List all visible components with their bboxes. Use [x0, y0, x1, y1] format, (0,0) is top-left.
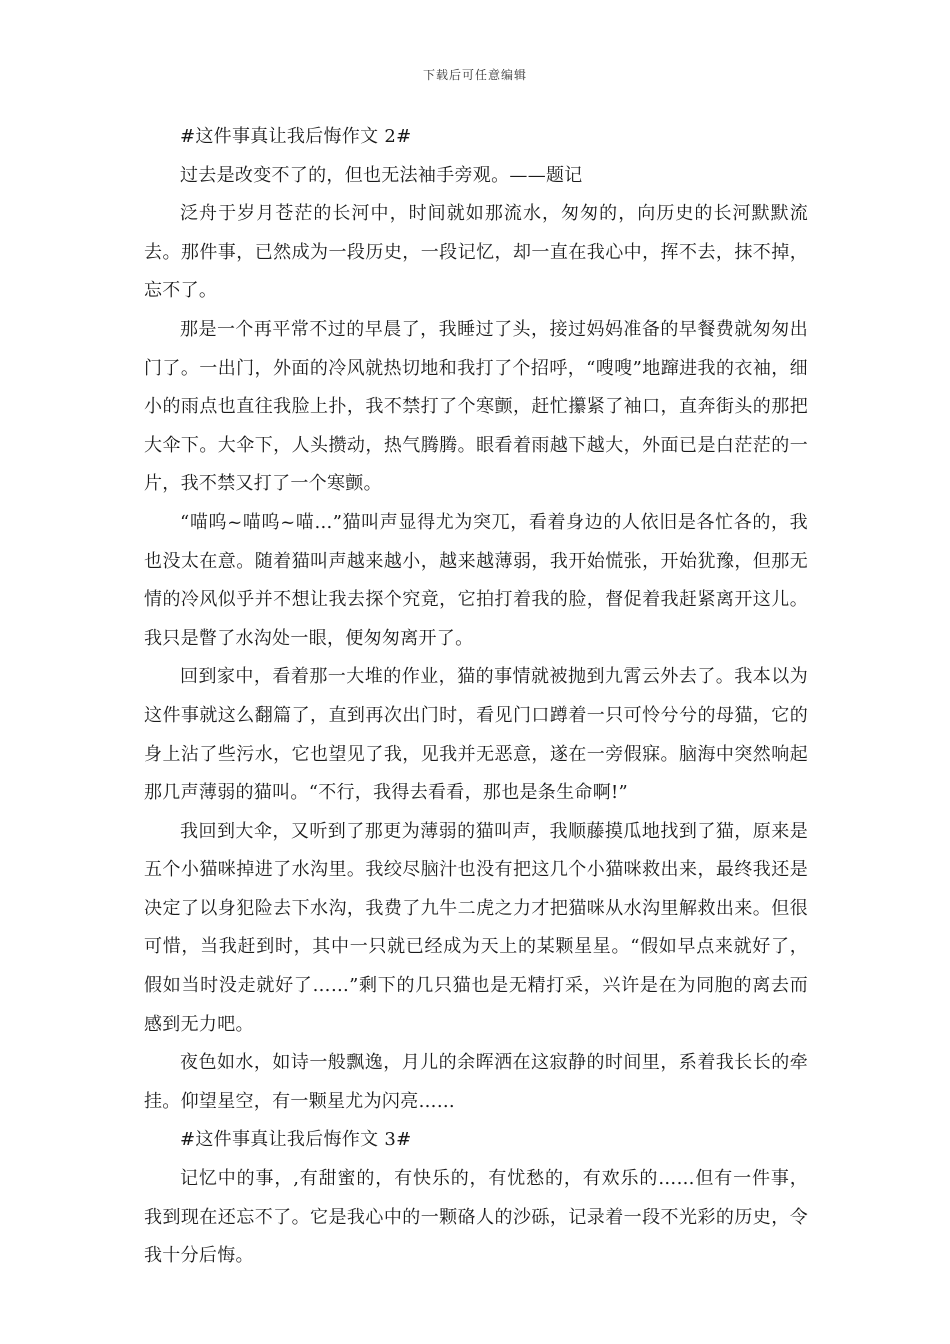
paragraph: “喵呜~喵呜~喵…”猫叫声显得尤为突兀，看着身边的人依旧是各忙各的，我也没太在意。随着猫叫声越来越小，越来越薄弱，我开始慌张，开始犹豫，但那无情的冷风似乎并不想让我去探个究竟，它拍打着我的脸，督促着我赶紧离开这儿。我只是瞥了水沟处一眼，便匆匆离开了。 [144, 511, 808, 649]
essay-heading: #这件事真让我后悔作文 3# [180, 1129, 412, 1151]
page-header: 下载后可任意编辑 [422, 68, 527, 82]
paragraph: 泛舟于岁月苍茫的长河中，时间就如那流水，匆匆的，向历史的长河默默流去。那件事，已然成为一段历史，一段记忆，却一直在我心中，挥不去，抹不掉，忘不了。 [144, 203, 808, 302]
paragraph: 夜色如水，如诗一般飘逸，月儿的余晖洒在这寂静的时间里，系着我长长的牵挂。仰望星空，有一颗星尤为闪亮…… [144, 1052, 808, 1112]
document-body [144, 118, 808, 1276]
paragraph: 那是一个再平常不过的早晨了，我睡过了头，接过妈妈准备的早餐费就匆匆出门了。一出门，外面的冷风就热切地和我打了个招呼，“嗖嗖”地蹿进我的衣袖，细小的雨点也直往我脸上扑，我不禁打了个寒颤，赶忙攥紧了袖口，直奔街头的那把大伞下。大伞下，人头攒动，热气腾腾。眼看着雨越下越大，外面已是白茫茫的一片，我不禁又打了一个寒颤。 [144, 318, 808, 495]
paragraph: 记忆中的事，,有甜蜜的，有快乐的，有忧愁的，有欢乐的……但有一件事，我到现在还忘不了。它是我心中的一颗硌人的沙砾，记录着一段不光彩的历史，令我十分后悔。 [144, 1168, 808, 1267]
essay-heading: #这件事真让我后悔作文 2# [180, 126, 412, 147]
paragraph: 我回到大伞，又听到了那更为薄弱的猫叫声，我顺藤摸瓜地找到了猫，原来是五个小猫咪掉进了水沟里。我绞尽脑汁也没有把这几个小猫咪救出来，最终我还是决定了以身犯险去下水沟，我费了九牛二虎之力才把猫咪从水沟里解救出来。但很可惜，当我赶到时，其中一只就已经成为天上的某颗星星。“假如早点来就好了，假如当时没走就好了……”剩下的几只猫也是无精打采，兴许是在为同胞的离去而感到无力吧。 [144, 820, 808, 1035]
epigraph: 过去是改变不了的，但也无法袖手旁观。——题记 [180, 164, 583, 186]
paragraph: 回到家中，看着那一大堆的作业，猫的事情就被抛到九霄云外去了。我本以为这件事就这么翻篇了，直到再次出门时，看见门口蹲着一只可怜兮兮的母猫，它的身上沾了些污水，它也望见了我，见我并无恶意，遂在一旁假寐。脑海中突然响起那几声薄弱的猫叫。“不行，我得去看看，那也是条生命啊!” [144, 666, 808, 804]
